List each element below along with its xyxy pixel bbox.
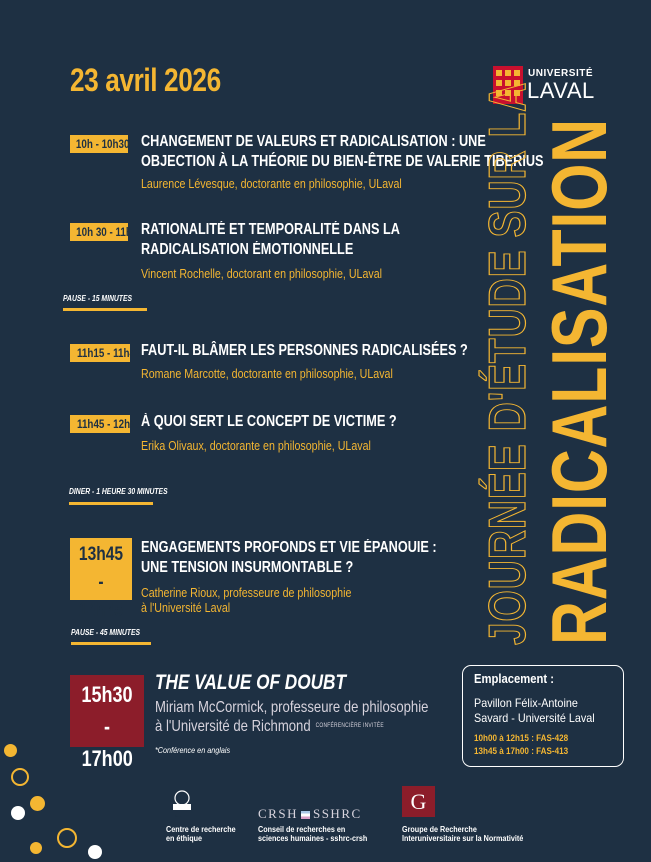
crsh-sshrc-logo: CRSH SSHRC	[258, 806, 362, 821]
session-2-title-line-1: RATIONALITÉ ET TEMPORALITÉ DANS LA	[141, 221, 400, 238]
location-address	[474, 696, 595, 726]
session-5-title-line-1: ENGAGEMENTS PROFONDS ET VIE ÉPANOUIE :	[141, 539, 437, 556]
vertical-title-line-1: JOURNÉE D'ÉTUDE SUR LA	[479, 81, 537, 645]
decorative-dot	[30, 796, 45, 811]
session-1-speaker: Laurence Lévesque, doctorante en philosophie, ULaval	[141, 176, 402, 191]
keynote-speaker-line-1: Miriam McCormick, professeure de philosophie	[155, 699, 429, 716]
session-1-title-line-1: CHANGEMENT DE VALEURS ET RADICALISATION : UNE	[141, 133, 486, 150]
keynote-title: THE VALUE OF DOUBT	[155, 671, 347, 694]
vertical-title-line-2: RADICALISATION	[535, 118, 623, 645]
keynote-language-note: *Conférence en anglais	[155, 745, 231, 755]
logo-laval-text: LAVAL	[527, 78, 595, 103]
cre-logo-icon	[170, 789, 194, 813]
cre-short-label: CRE	[175, 813, 183, 818]
session-2-time: 10h 30 - 11h	[70, 223, 128, 241]
decorative-dot	[11, 806, 25, 820]
event-date: 23 avril 2026	[70, 62, 221, 98]
decorative-dot	[30, 842, 42, 854]
location-room-afternoon: 13h45 à 17h00 : FAS-413	[474, 746, 569, 756]
session-5-speaker-line-2: à l'Université Laval	[141, 600, 231, 615]
location-room-morning: 10h00 à 12h15 : FAS-428	[474, 733, 569, 743]
session-5-title-line-2: UNE TENSION INSURMONTABLE ?	[141, 559, 354, 576]
break-3-label: PAUSE - 45 MINUTES	[71, 628, 141, 637]
session-4-title: À QUOI SERT LE CONCEPT DE VICTIME ?	[141, 413, 397, 430]
decorative-dot	[4, 744, 17, 757]
keynote-role: CONFÉRENCIÈRE INVITÉE	[315, 723, 384, 730]
session-5-speaker-line-1: Catherine Rioux, professeure de philosophie	[141, 585, 352, 600]
keynote-time: 15h30 - 17h00	[70, 675, 144, 747]
session-3-title: FAUT-IL BLÂMER LES PERSONNES RADICALISÉES ?	[141, 342, 468, 359]
break-1-divider	[63, 308, 147, 311]
grin-label: Groupe de Recherche Interuniversitaire sur la Normativité	[402, 825, 524, 843]
crsh-flag-icon	[301, 811, 310, 819]
grin-logo-icon: G	[402, 786, 435, 817]
decorative-ring	[57, 828, 77, 848]
session-5-time: 13h45 - 14h45	[70, 538, 132, 600]
crsh-label: Conseil de recherches en sciences humaines - sshrc-crsh	[258, 825, 368, 843]
location-line-2: Savard - Université Laval	[474, 711, 595, 725]
session-1-time: 10h - 10h30	[70, 135, 128, 153]
break-2-divider	[69, 502, 153, 505]
keynote-speaker-line-2: à l'Université de Richmond	[155, 718, 311, 735]
break-2-label: DINER - 1 HEURE 30 MINUTES	[69, 487, 168, 496]
session-3-speaker: Romane Marcotte, doctorante en philosophie, ULaval	[141, 366, 393, 381]
keynote-speaker	[155, 698, 428, 736]
cre-label: Centre de recherche en éthique	[166, 825, 236, 843]
logo-university-text: UNIVERSITÉ	[528, 68, 594, 79]
session-1-title-line-2: OBJECTION À LA THÉORIE DU BIEN-ÊTRE DE VALERIE TIBERIUS	[141, 153, 544, 170]
break-3-divider	[71, 642, 151, 645]
location-heading: Emplacement :	[474, 672, 555, 686]
decorative-dot	[88, 845, 102, 859]
location-line-1: Pavillon Félix-Antoine	[474, 696, 578, 710]
session-2-speaker: Vincent Rochelle, doctorant en philosophie, ULaval	[141, 266, 383, 281]
session-4-speaker: Erika Olivaux, doctorante en philosophie, ULaval	[141, 438, 371, 453]
session-2-title-line-2: RADICALISATION ÉMOTIONNELLE	[141, 241, 354, 258]
decorative-ring	[11, 768, 29, 786]
session-3-time: 11h15 - 11h45	[70, 344, 130, 362]
session-4-time: 11h45 - 12h15	[70, 415, 130, 433]
break-1-label: PAUSE - 15 MINUTES	[63, 294, 133, 303]
